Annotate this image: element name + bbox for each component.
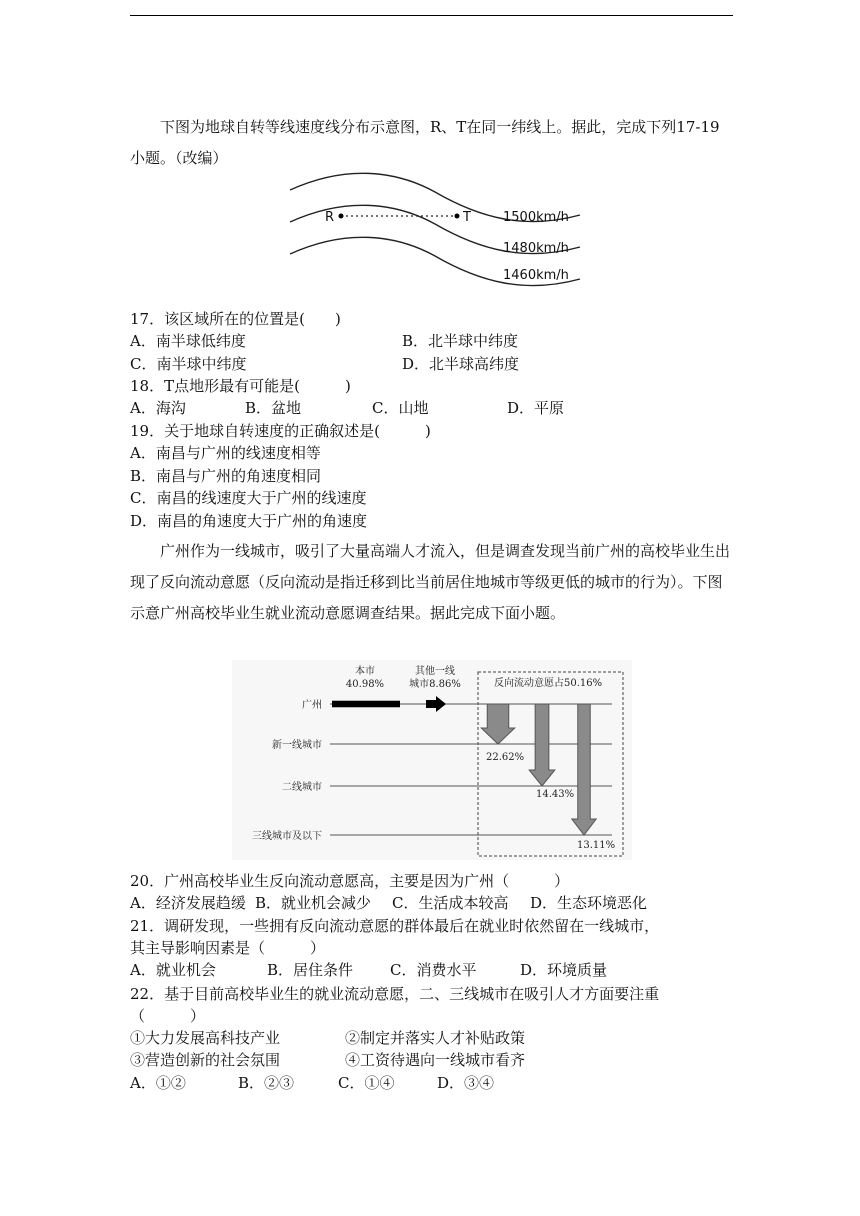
isoline-label-1480: 1480km/h — [503, 241, 569, 256]
q21-option-b: B．居住条件 — [267, 961, 354, 979]
q20-option-c: C．生活成本较高 — [392, 894, 509, 912]
flow-label-other-tier1-line2: 城市8.86% — [409, 679, 461, 690]
graduate-flow-chart — [232, 660, 632, 860]
reverse-value-label-tier2: 14.43% — [536, 789, 575, 800]
q21-option-c: C．消费水平 — [390, 961, 477, 979]
point-r-marker — [339, 214, 344, 219]
q22-item-2: ②制定并落实人才补贴政策 — [345, 1029, 526, 1047]
q19-option-a: A．南昌与广州的线速度相等 — [130, 444, 321, 462]
q18-option-d: D．平原 — [507, 399, 565, 417]
q18-option-a: A．海沟 — [130, 399, 186, 417]
rotation-speed-isoline-figure — [285, 170, 585, 295]
flow-label-local-line2: 40.98% — [345, 679, 385, 690]
reverse-value-label-new-tier1: 22.62% — [486, 752, 525, 763]
flow-bar-local — [332, 701, 400, 708]
row-label-tier2: 二线城市 — [282, 782, 322, 793]
intro-paragraph-1: 下图为地球自转等线速度线分布示意图，R、T在同一纬线上。据此，完成下列17-19小题。（改编） — [130, 118, 720, 167]
isoline-label-1500: 1500km/h — [503, 210, 569, 225]
q19-option-d: D．南昌的角速度大于广州的角速度 — [130, 512, 368, 530]
point-r-label: R — [325, 210, 335, 225]
q19-option-b: B．南昌与广州的角速度相同 — [130, 467, 322, 485]
q17-option-a: A．南半球低纬度 — [130, 332, 246, 350]
q19-stem: 19．关于地球自转速度的正确叙述是( ) — [130, 422, 431, 440]
q21-option-a: A．就业机会 — [130, 961, 216, 979]
q22-item-4: ④工资待遇向一线城市看齐 — [345, 1051, 526, 1069]
q22-stem-line2: （ ） — [130, 1007, 206, 1025]
isoline-label-1460: 1460km/h — [503, 268, 569, 283]
row-label-guangzhou: 广州 — [302, 700, 322, 711]
q20-option-a: A．经济发展趋缓 — [130, 894, 246, 912]
reverse-value-label-tier3: 13.11% — [577, 840, 616, 851]
row-label-tier3: 三线城市及以下 — [252, 831, 322, 842]
q22-option-a: A．①② — [130, 1074, 186, 1092]
q17-stem: 17．该区域所在的位置是( ) — [130, 310, 341, 328]
point-t-label: T — [463, 210, 471, 225]
point-t-marker — [455, 214, 460, 219]
header-rule — [130, 15, 733, 16]
q22-option-d: D．③④ — [437, 1074, 495, 1092]
q21-stem-line1: 21．调研发现，一些拥有反向流动意愿的群体最后在就业时依然留在一线城市， — [130, 917, 660, 935]
q17-option-c: C．南半球中纬度 — [130, 355, 247, 373]
flow-label-local-line1: 本市 — [355, 666, 375, 677]
q21-stem-line2: 其主导影响因素是（ ） — [130, 939, 326, 957]
q21-option-d: D．环境质量 — [520, 961, 608, 979]
q22-stem-line1: 22．基于目前高校毕业生的就业流动意愿，二、三线城市在吸引人才方面要注重 — [130, 985, 660, 1003]
q22-option-c: C．①④ — [338, 1074, 395, 1092]
reverse-flow-title: 反向流动意愿占50.16% — [494, 678, 603, 689]
q22-item-1: ①大力发展高科技产业 — [130, 1029, 281, 1047]
flow-label-other-tier1-line1: 其他一线 — [415, 666, 455, 677]
q20-option-d: D．生态环境恶化 — [530, 894, 648, 912]
q22-option-b: B．②③ — [238, 1074, 295, 1092]
q22-item-3: ③营造创新的社会氛围 — [130, 1051, 281, 1069]
row-label-new-tier1: 新一线城市 — [272, 740, 322, 751]
q19-option-c: C．南昌的线速度大于广州的线速度 — [130, 489, 367, 507]
chart-background — [232, 660, 632, 860]
q18-stem: 18．T点地形最有可能是( ) — [130, 377, 351, 395]
q20-stem: 20．广州高校毕业生反向流动意愿高，主要是因为广州（ ） — [130, 872, 570, 890]
q17-option-d: D．北半球高纬度 — [402, 355, 520, 373]
q18-option-b: B．盆地 — [245, 399, 302, 417]
q20-option-b: B．就业机会减少 — [255, 894, 372, 912]
q17-option-b: B．北半球中纬度 — [402, 332, 519, 350]
intro-paragraph-2: 广州作为一线城市，吸引了大量高端人才流入，但是调查发现当前广州的高校毕业生出现了反向流动意愿（反向流动是指迁移到比当前居住地城市等级更低的城市的行为）。下图示意广州高校毕业生就业流动意愿调查结果。据此完成下面小题。 — [130, 542, 731, 622]
q18-option-c: C．山地 — [372, 399, 429, 417]
